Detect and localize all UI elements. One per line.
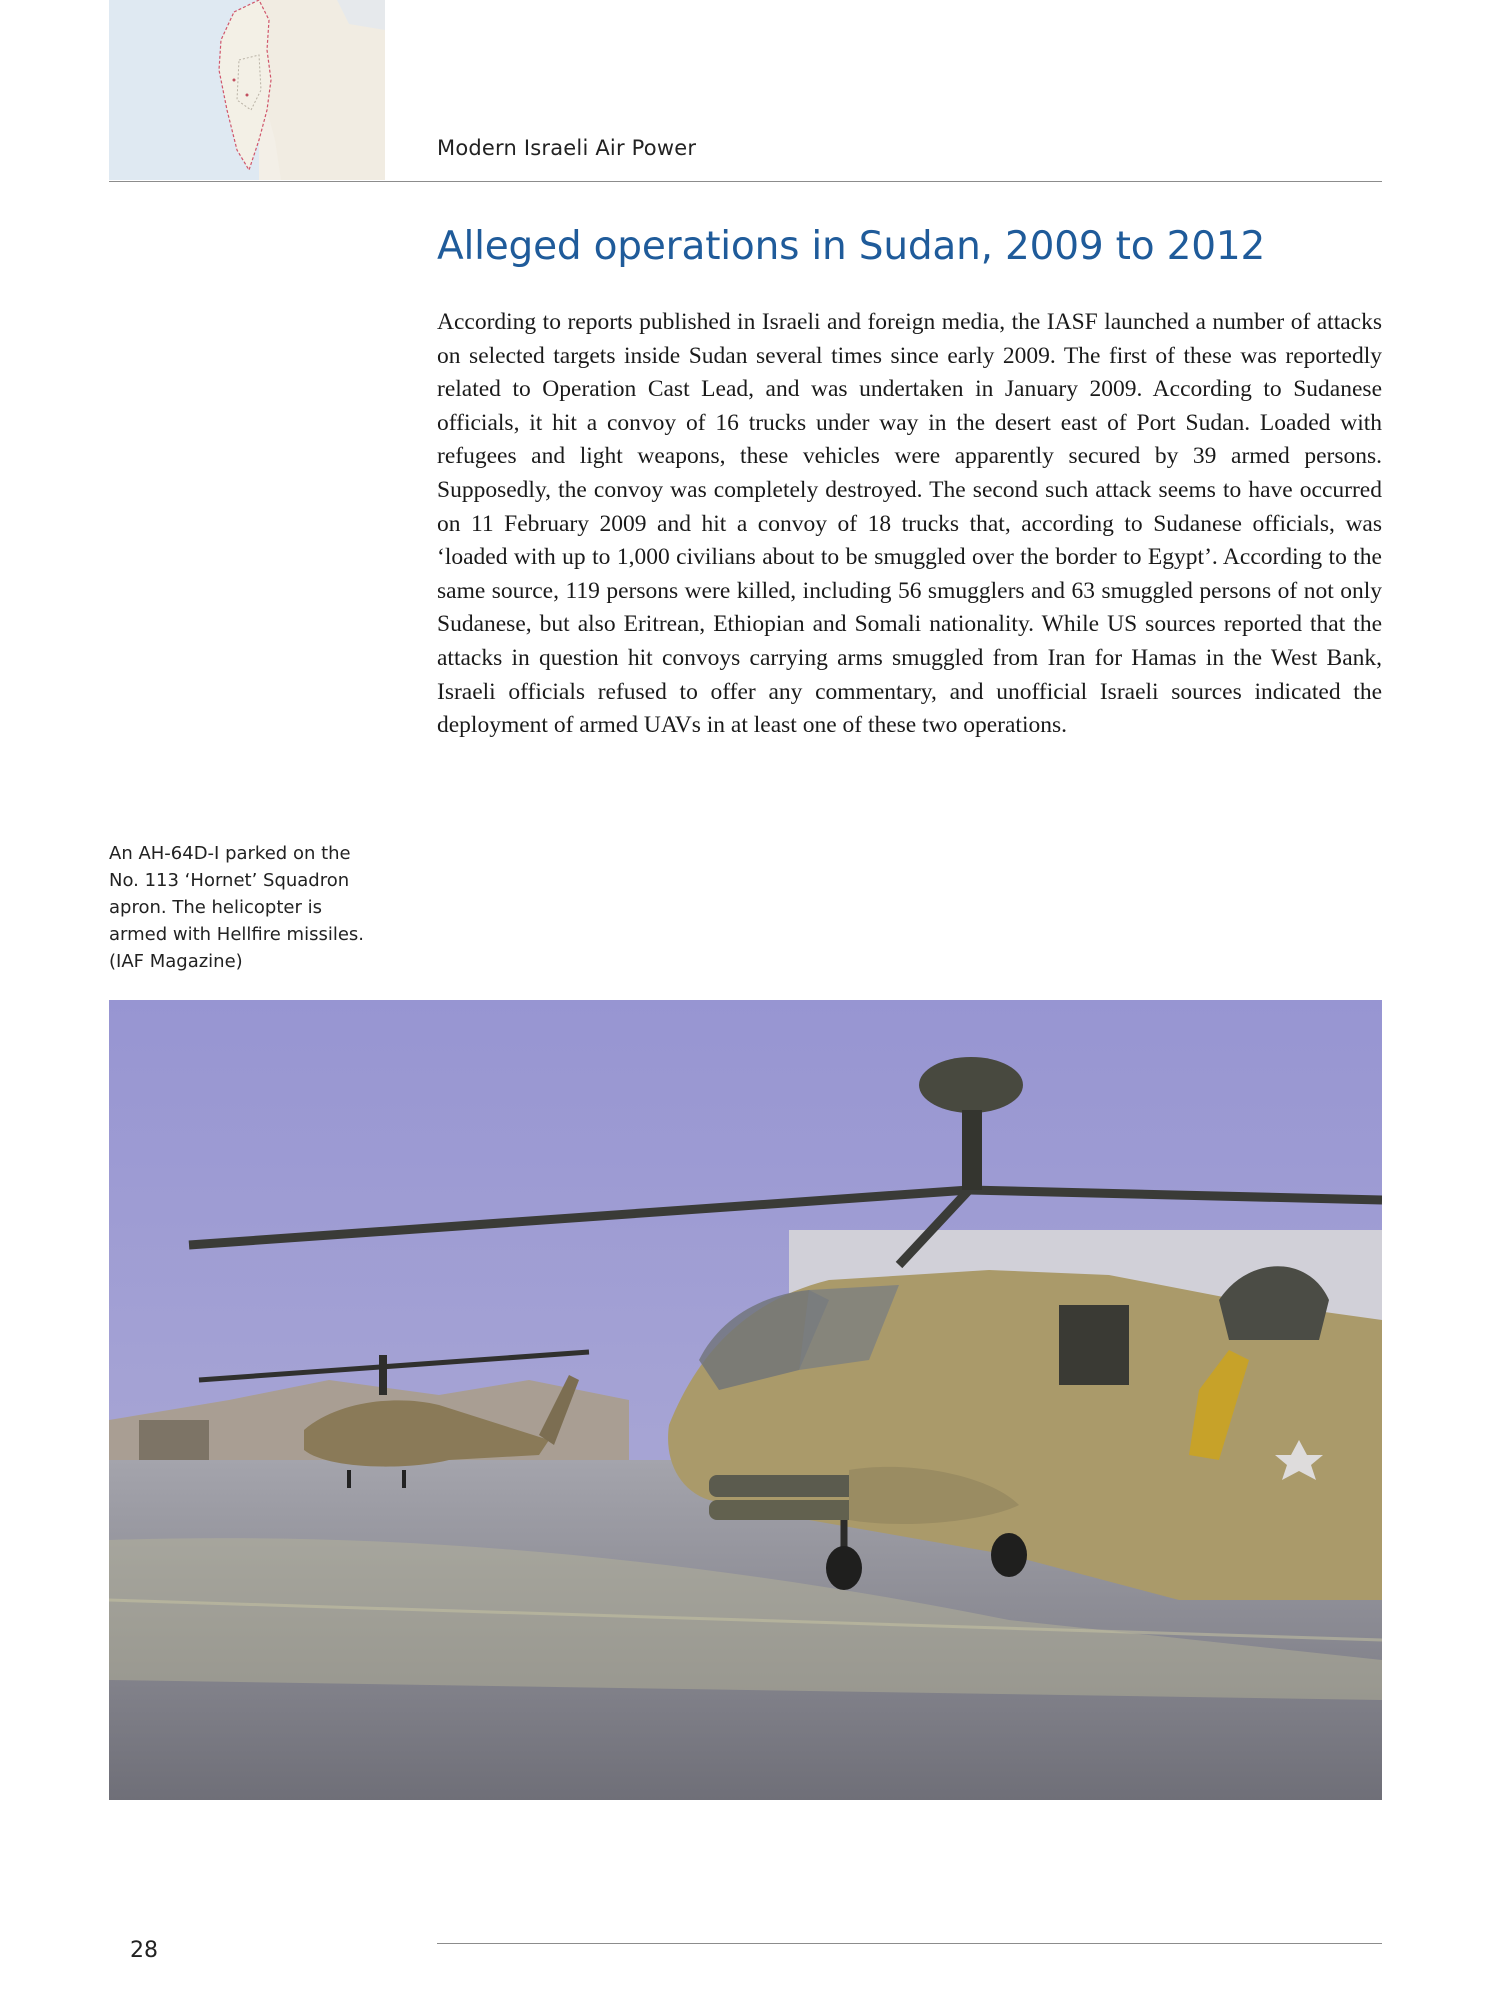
map-thumbnail [109, 0, 385, 180]
helicopter-illustration [109, 1000, 1382, 1800]
running-head: Modern Israeli Air Power [437, 136, 697, 160]
helicopter-photo [109, 1000, 1382, 1800]
page-number: 28 [130, 1938, 158, 1963]
section-title: Alleged operations in Sudan, 2009 to 2012 [437, 224, 1266, 269]
footer-rule [437, 1943, 1382, 1944]
body-paragraph: According to reports published in Israeli and foreign media, the IASF launched a number of attacks on selected targets inside Sudan several times since early 2009. The first of these was reportedly related to Operation Cast Lead, and was undertaken in January 2009. According to Sudanese officials, it hit a convoy of 16 trucks under way in the desert east of Port Sudan. Loaded with refugees and light weapons, these vehicles were apparently secured by 39 armed persons. Supposedly, the convoy was completely destroyed. The second such attack seems to have occurred on 11 February 2009 and hit a convoy of 18 trucks that, according to Sudanese officials, was ‘loaded with up to 1,000 civilians about to be smuggled over the border to Egypt’. According to the same source, 119 persons were killed, including 56 smugglers and 63 smuggled persons of not only Sudanese, but also Eritrean, Ethiopian and Somali nationality. While US sources reported that the attacks in question hit convoys carrying arms smuggled from Iran for Hamas in the West Bank, Israeli officials refused to offer any commentary, and unofficial Israeli sources indicated the deployment of armed UAVs in at least one of these two operations. [437, 309, 1382, 739]
figure-caption: An AH-64D-I parked on the No. 113 ‘Hornet’ Squadron apron. The helicopter is armed with Hellfire missiles. (IAF Magazine) [109, 843, 364, 972]
region-map-graphic [109, 0, 385, 180]
header-rule [109, 181, 1382, 182]
